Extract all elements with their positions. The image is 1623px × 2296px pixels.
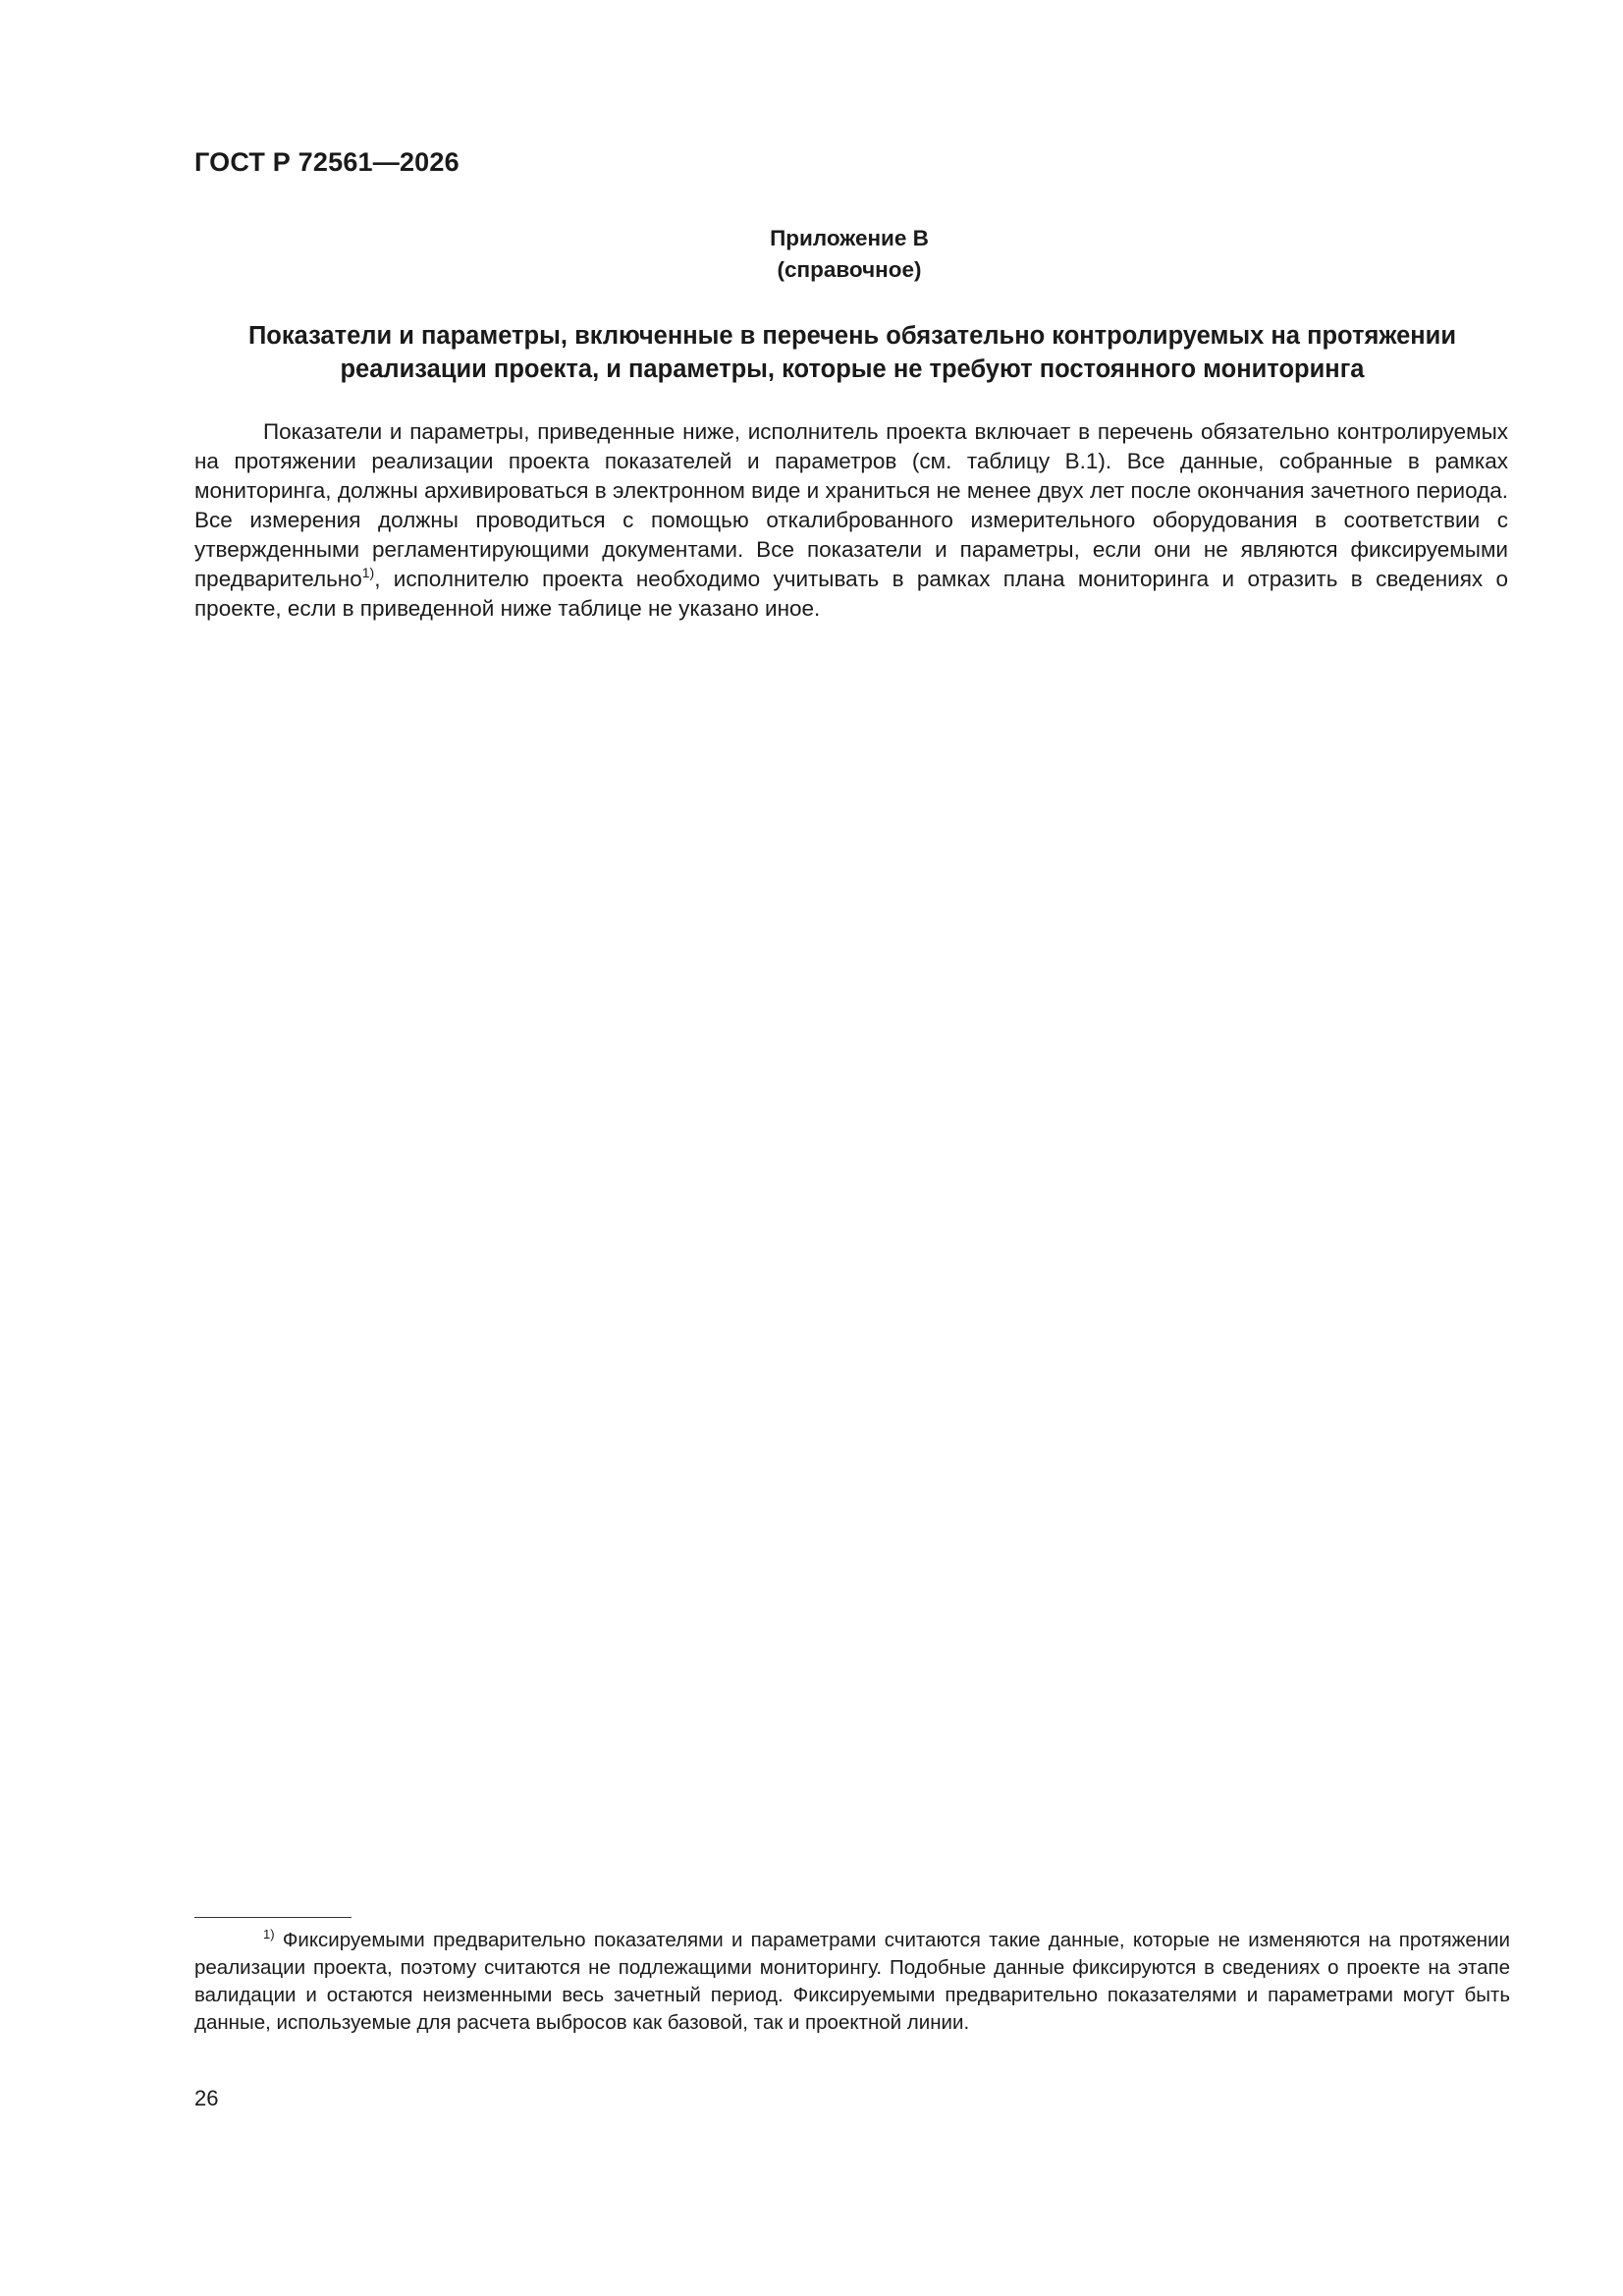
footnote (194, 1927, 1510, 2037)
paragraph (194, 417, 1508, 624)
footnote-divider (194, 1917, 352, 1918)
page-number: 26 (194, 2086, 219, 2110)
section-heading (194, 319, 1510, 386)
footnote-text: Фиксируемыми предварительно показателями и параметрами считаются такие данные, которые не изменяются на протяжении реализации проекта, поэтому считаются не подлежащими мониторингу. Подобные данные фиксируются в сведениях о проекте на этапе валидации и остаются неизменными весь зачетный период. Фиксируемыми предварительно показателями и параметрами могут быть данные, используемые для расчета выбросов как базовой, так и проектной линии. (194, 1929, 1510, 2034)
footnote-paragraph (194, 1927, 1510, 2037)
paragraph-text-2: , исполнителю проекта необходимо учитывать в рамках плана мониторинга и отразить в сведениях о проекте, если в приведенной ниже таблице не указано иное. (194, 567, 1508, 621)
paragraph-text-1: Показатели и параметры, приведенные ниже, исполнитель проекта включает в перечень обязательно контролируемых на протяжении реализации проекта показателей и параметров (см. таблицу В.1). Все данные, собранные в рамках мониторинга, должны архивироваться в электронном виде и храниться не менее двух лет после окончания зачетного периода. Все измерения должны проводиться с помощью откалиброванного измерительного оборудования в соответствии с утвержденными регламентирующими документами. Все показатели и параметры, если они не являются фиксируемыми предварительно (194, 419, 1508, 591)
standard-code: ГОСТ Р 72561—2026 (194, 147, 460, 177)
annex-title: Приложение В (770, 226, 929, 250)
section-heading-line-1: Показатели и параметры, включенные в перечень обязательно контролируемых на протяжении (247, 322, 1457, 350)
annex-status: (справочное) (777, 257, 922, 282)
body-paragraph (194, 417, 1508, 624)
footnote-marker: 1) (263, 1927, 275, 1941)
section-heading-line-2: реализации проекта, и параметры, которые не требуют постоянного мониторинга (340, 355, 1365, 383)
footnote-reference[interactable]: 1) (361, 565, 375, 580)
